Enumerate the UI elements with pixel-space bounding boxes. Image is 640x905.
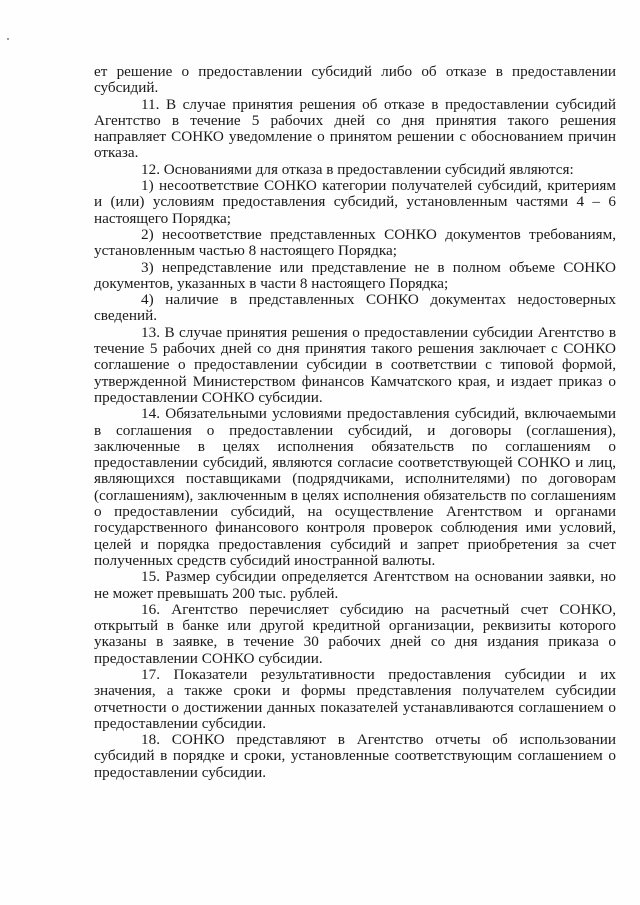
paragraph-13: 13. В случае принятия решения о предоставлении субсидии Агентство в течение 5 рабочих дней со дня принятия такого решения заключает с СОНКО соглашение о предоставлении субсидии в соответствии с типовой формой, утвержденной Министерством финансов Камчатского края, и издает приказ о предоставлении СОНКО субсидии.	[94, 323, 616, 406]
scan-dot	[7, 38, 9, 40]
paragraph-14: 14. Обязательными условиями предоставления субсидий, включаемыми в соглашения о предоставлении субсидий, и договоры (соглашения), заключенные в целях исполнения обязательств по соглашениям о предоставлении субсидий, являются согласие соответствующей СОНКО и лиц, являющихся поставщиками (подрядчиками, исполнителями) по договорам (соглашениям), заключенным в целях исполнения обязательств по соглашениям о предоставлении субсидий, на осуществление Агентством и органами государственного финансового контроля проверок соблюдения ими условий, целей и порядка предоставления субсидий и запрет приобретения за счет полученных средств субсидий иностранной валюты.	[94, 405, 616, 569]
paragraph-12-item-3: 3) непредставление или представление не в полном объеме СОНКО документов, указанных в части 8 настоящего Порядка;	[94, 258, 616, 292]
paragraph-17: 17. Показатели результативности предоставления субсидии и их значения, а также сроки и формы представления получателем субсидии отчетности о достижении данных показателей устанавливаются соглашением о предоставлении субсидии.	[94, 665, 616, 732]
paragraph-12: 12. Основаниями для отказа в предоставлении субсидий являются:	[141, 160, 574, 178]
paragraph-12-item-2: 2) несоответствие представленных СОНКО документов требованиям, установленным частью 8 настоящего Порядка;	[94, 225, 616, 260]
paragraph-11: 11. В случае принятия решения об отказе в предоставлении субсидий Агентство в течение 5 рабочих дней со дня принятия такого решения направляет СОНКО уведомление о принятом решении с обоснованием причин отказа.	[94, 95, 616, 162]
document-body	[94, 64, 616, 781]
paragraph-16: 16. Агентство перечисляет субсидию на расчетный счет СОНКО, открытый в банке или другой кредитной организации, реквизиты которого указаны в заявке, в течение 30 рабочих дней со дня издания приказа о предоставлении СОНКО субсидии.	[94, 600, 616, 667]
paragraph-12-item-1: 1) несоответствие СОНКО категории получателей субсидий, критериям и (или) условиям предоставления субсидий, установленным частями 4 – 6 настоящего Порядка;	[94, 177, 616, 227]
paragraph-continuation: ет решение о предоставлении субсидий либо об отказе в предоставлении субсидий.	[94, 63, 616, 97]
paragraph-12-item-4: 4) наличие в представленных СОНКО документах недостоверных сведений.	[94, 291, 616, 325]
paragraph-15: 15. Размер субсидии определяется Агентством на основании заявки, но не может превышать 200 тыс. рублей.	[94, 568, 616, 602]
paragraph-18: 18. СОНКО представляют в Агентство отчеты об использовании субсидий в порядке и сроки, установленные соответствующим соглашением о предоставлении субсидии.	[94, 731, 616, 781]
